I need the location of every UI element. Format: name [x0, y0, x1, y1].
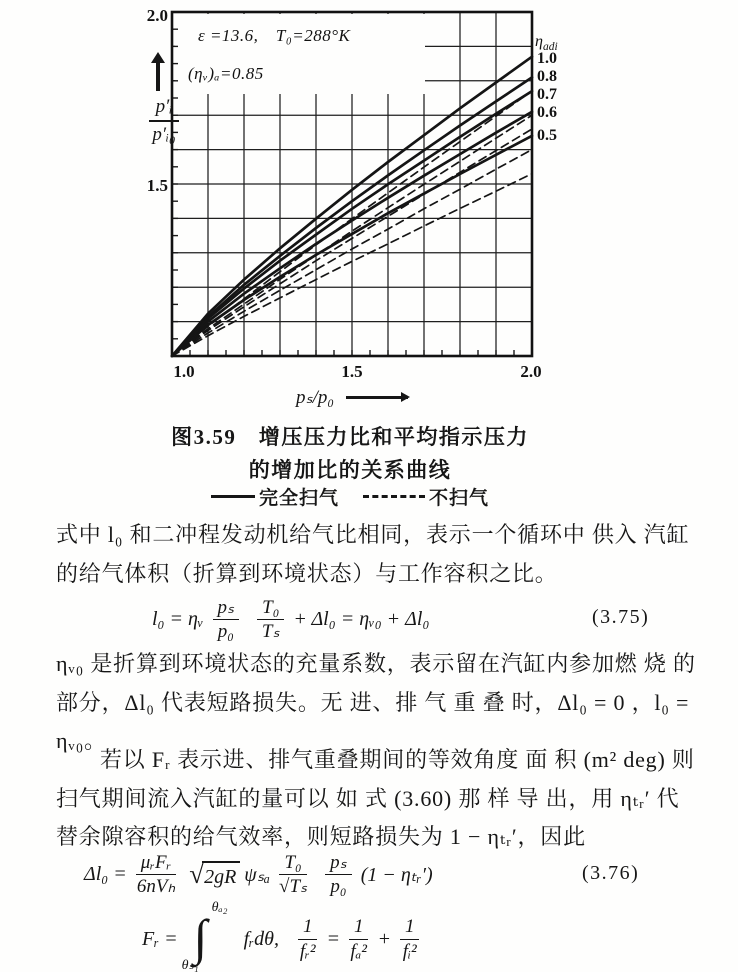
eqfr-integrand: fᵣdθ, [243, 927, 279, 950]
figure-legend [0, 483, 700, 510]
y-axis-label-numerator: p′ᵢ [149, 96, 180, 122]
origin-tick-1-0: 1.0 [173, 362, 195, 381]
dashed-line-sample-icon [363, 495, 425, 498]
eq375-fraction-ps-p0: $\frac{\text{pₛ}}{\text{p₀}}$ [213, 597, 240, 643]
paragraph-1 [56, 516, 689, 593]
solid-line-sample-icon [211, 495, 255, 498]
up-arrow-icon [151, 52, 165, 92]
integral-upper-limit: θₐ₂ [211, 900, 228, 915]
eq376-fraction-murfr: $\frac{\text{μᵣFᵣ}}{\text{6nVₕ}}$ [136, 852, 176, 898]
curve-label-0-8: 0.8 [537, 68, 557, 85]
eq376-fraction-ps-p0: $\frac{\text{pₛ}}{\text{p₀}}$ [325, 852, 352, 898]
eq376-fraction-t0-sqrtts: $\frac{\text{T₀}}{\text{√Tₛ}}$ [279, 852, 308, 898]
curve-label-0-7: 0.7 [537, 86, 557, 103]
figure-caption-line1 [0, 421, 700, 451]
eq375-rhs: + Δl₀ = ηᵥ₀ + Δl₀ [293, 608, 430, 631]
figure-number: 图3.59 [171, 425, 237, 449]
x-axis-label [296, 386, 408, 409]
eq375-fraction-t0-ts: $\frac{\text{T₀}}{\text{Tₛ}}$ [257, 597, 284, 643]
chart-condition-line2: (ηᵥ)ₐ=0.85 [188, 64, 264, 83]
eq376-psi: ψₛₐ [244, 864, 271, 887]
legend-solid-label: 完全扫气 [258, 488, 339, 509]
figure-title: 增压压力比和平均指示压力 [258, 425, 529, 449]
text-line: 扫气期间流入汽缸的量可以 如 式 (3.60) 那 样 导 出，用 ηₜᵣ′ 代 [56, 785, 680, 811]
text-line: 的给气体积（折算到环境状态）与工作容积之比。 [56, 560, 558, 586]
y-tick-2-0: 2.0 [146, 6, 168, 25]
curve-label-0-5: 0.5 [537, 127, 557, 144]
integral-symbol: ∫ θₐ₂ θₛ₁ [181, 900, 228, 972]
right-arrow-icon [346, 396, 408, 399]
eqfr-lhs: Fᵣ = [142, 927, 178, 950]
x-tick-1-5: 1.5 [341, 362, 363, 381]
x-axis-label-text: pₛ/p₀ [296, 387, 334, 408]
eqfr-fraction-fi: $\frac{1}{\text{fᵢ²}}$ [400, 916, 420, 962]
curve-family-label: $\eta_{adi}$ [535, 33, 558, 53]
y-axis-label-denominator: p′ᵢ₀ [152, 124, 176, 145]
curve-label-0-6: 0.6 [537, 104, 557, 121]
text-line: 若以 Fᵣ 表示进、排气重叠期间的等效角度 面 积 (m² deg) 则 [100, 747, 695, 772]
equation-number-3-76: (3.76) [582, 862, 640, 884]
text-line: 式中 l₀ 和二冲程发动机给气比相同，表示一个循环中 供入 汽缸 [56, 522, 690, 547]
equation-3-76 [84, 852, 433, 898]
legend-dashed-label: 不扫气 [429, 488, 490, 509]
x-tick-2-0: 2.0 [520, 362, 542, 381]
equation-number-3-75: (3.75) [592, 606, 650, 628]
eqfr-fraction-fa: $\frac{1}{\text{fₐ²}}$ [350, 916, 367, 962]
eq375-lhs: l₀ = ηᵥ [152, 608, 204, 631]
text-line: 替余隙容积的给气效率，则短路损失为 1 − ηₜᵣ′，因此 [56, 824, 586, 849]
equation-fr-integral [142, 900, 428, 972]
text-line: 部分，Δl₀ 代表短路损失。无 进、排 气 重 叠 时，Δl₀ = 0 ，l₀ = [56, 689, 690, 715]
eqfr-equals: = [326, 927, 340, 950]
curve-label-1-0: 1.0 [537, 50, 557, 67]
eq376-lhs: Δl₀ = [84, 863, 127, 886]
integral-lower-limit: θₛ₁ [181, 958, 199, 972]
eq376-tail: (1 − ηₜᵣ′) [360, 864, 433, 887]
y-tick-1-5: 1.5 [146, 176, 168, 195]
eq376-sqrt-2gr: √ 2gR [189, 861, 240, 889]
paragraph-3 [56, 741, 695, 857]
y-axis-label [134, 96, 194, 146]
text-line: ηᵥ₀ 是折算到环境状态的充量系数，表示留在汽缸内参加燃 烧 的 [56, 651, 696, 676]
equation-3-75 [152, 597, 429, 643]
text-line: ηᵥ₀。 [56, 728, 107, 753]
figure-caption-line2: 的增加比的关系曲线 [248, 458, 452, 482]
eqfr-fraction-fr: $\frac{1}{\text{fᵣ²}}$ [299, 916, 316, 962]
eqfr-plus: + [377, 927, 391, 950]
figure-3-59-chart [0, 0, 738, 420]
chart-condition-line1: ε =13.6, T₀=288°K [198, 26, 351, 45]
